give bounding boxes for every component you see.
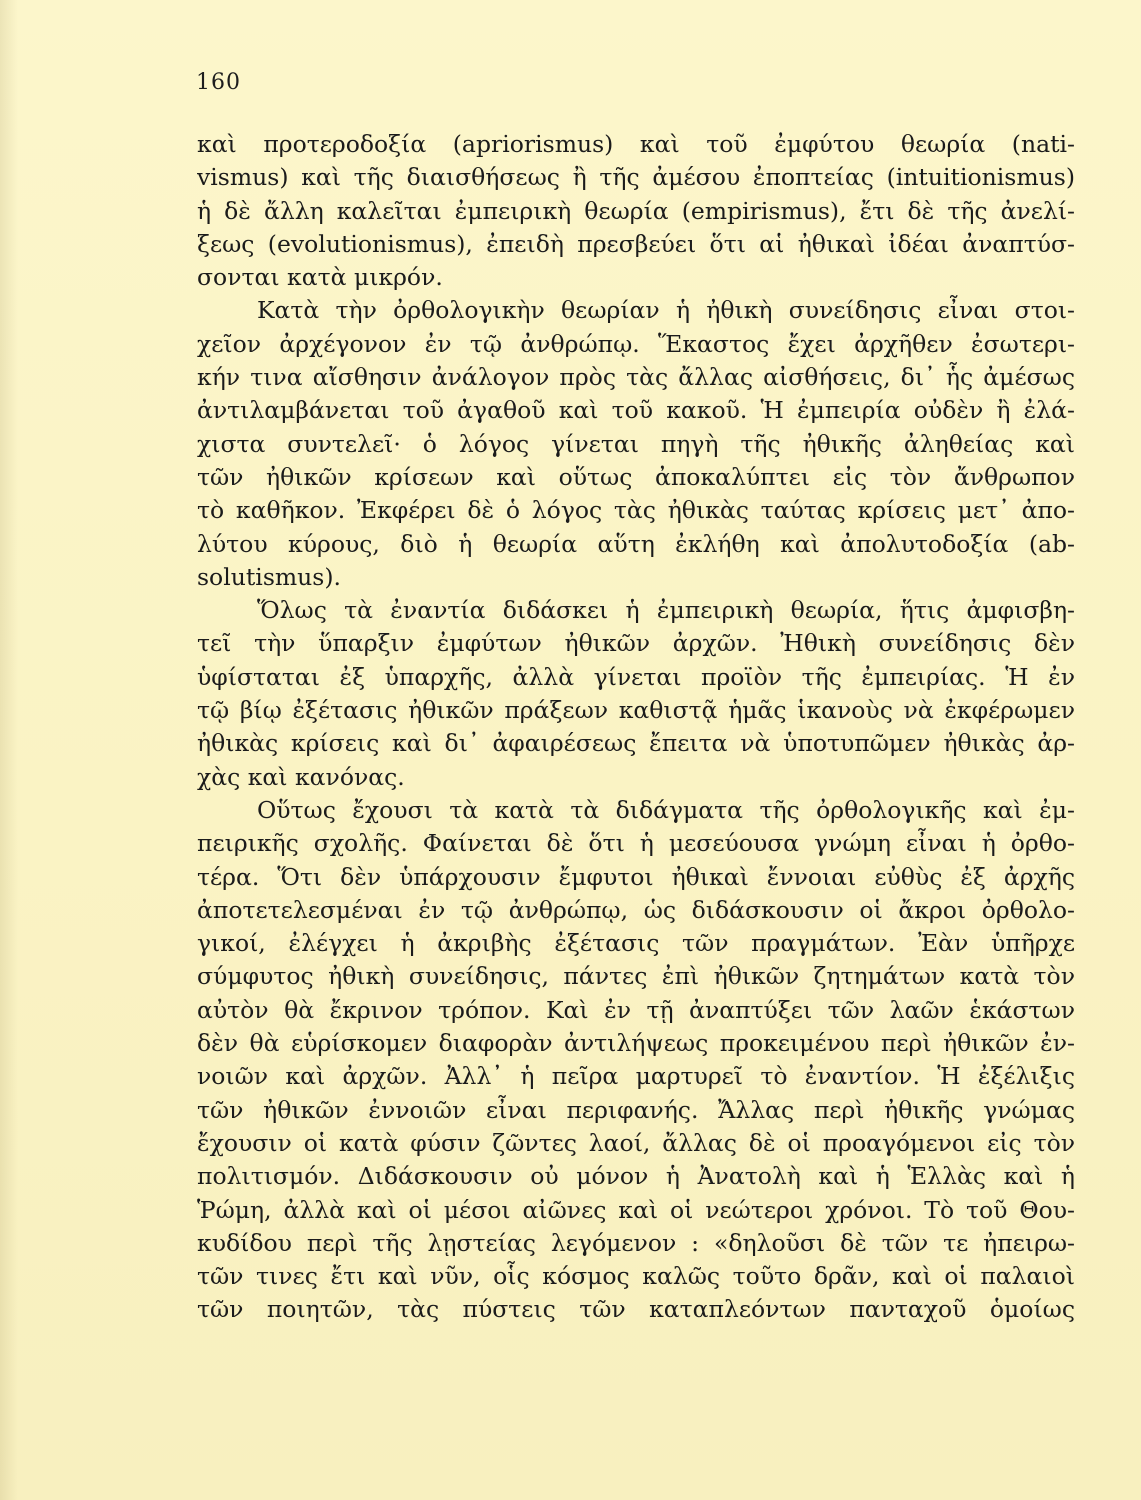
text-line: τῶν ἠθικῶν ἐννοιῶν εἶναι περιφανής. Ἄλλας περὶ ἠθικῆς γνώμας (197, 1095, 1075, 1124)
text-line: solutismus). (197, 562, 341, 591)
text-line: δὲν θὰ εὑρίσκομεν διαφορὰν ἀντιλήψεως προκειμένου περὶ ἠθικῶν ἐν- (197, 1029, 1075, 1058)
text-line: τῶν ποιητῶν, τὰς πύστεις τῶν καταπλεόντων πανταχοῦ ὁμοίως (197, 1295, 1075, 1324)
text-line: ἀντιλαμβάνεται τοῦ ἀγαθοῦ καὶ τοῦ κακοῦ. Ἡ ἐμπειρία οὐδὲν ἢ ἐλά- (197, 396, 1075, 425)
text-line: τὸ καθῆκον. Ἐκφέρει δὲ ὁ λόγος τὰς ἠθικὰς ταύτας κρίσεις μετ᾽ ἀπο- (197, 496, 1075, 525)
text-line: Ῥώμη, ἀλλὰ καὶ οἱ μέσοι αἰῶνες καὶ οἱ νεώτεροι χρόνοι. Τὸ τοῦ Θου- (197, 1195, 1075, 1224)
text-line: λύτου κύρους, διὸ ἡ θεωρία αὕτη ἐκλήθη καὶ ἀπολυτοδοξία (ab- (197, 529, 1075, 558)
text-line: χιστα συντελεῖ· ὁ λόγος γίνεται πηγὴ τῆς ἠθικῆς ἀληθείας καὶ (197, 429, 1075, 458)
text-line: vismus) καὶ τῆς διαισθήσεως ἢ τῆς ἀμέσου ἐποπτείας (intuitionismus) (197, 163, 1075, 192)
text-line: ξεως (evolutionismus), ἐπειδὴ πρεσβεύει ὅτι αἱ ἠθικαὶ ἰδέαι ἀναπτύσ- (197, 229, 1075, 258)
text-line: ὑφίσταται ἐξ ὑπαρχῆς, ἀλλὰ γίνεται προϊὸν τῆς ἐμπειρίας. Ἡ ἐν (197, 662, 1075, 691)
text-line: τεῖ τὴν ὕπαρξιν ἐμφύτων ἠθικῶν ἀρχῶν. Ἠθικὴ συνείδησις δὲν (197, 629, 1075, 658)
text-line: κυδίδου περὶ τῆς λῃστείας λεγόμενον : «δηλοῦσι δὲ τῶν τε ἠπειρω- (197, 1228, 1075, 1257)
text-line: ἀποτετελεσμέναι ἐν τῷ ἀνθρώπῳ, ὡς διδάσκουσιν οἱ ἄκροι ὀρθολο- (197, 895, 1075, 924)
text-line: καὶ προτεροδοξία (apriorismus) καὶ τοῦ ἐμφύτου θεωρία (nati- (197, 130, 1075, 158)
text-line: τῶν τινες ἔτι καὶ νῦν, οἷς κόσμος καλῶς τοῦτο δρᾶν, καὶ οἱ παλαιοὶ (197, 1262, 1075, 1291)
text-line: ἡ δὲ ἄλλη καλεῖται ἐμπειρικὴ θεωρία (empirismus), ἔτι δὲ τῆς ἀνελί- (197, 196, 1075, 225)
text-line: Κατὰ τὴν ὀρθολογικὴν θεωρίαν ἡ ἠθικὴ συνείδησις εἶναι στοι- (257, 296, 1075, 325)
body-text (197, 128, 1075, 1327)
text-line: τῷ βίῳ ἐξέτασις ἠθικῶν πράξεων καθιστᾷ ἡμᾶς ἱκανοὺς νὰ ἐκφέρωμεν (197, 696, 1075, 725)
text-line: τῶν ἠθικῶν κρίσεων καὶ οὕτως ἀποκαλύπτει εἰς τὸν ἄνθρωπον (197, 462, 1075, 491)
text-line: νοιῶν καὶ ἀρχῶν. Ἀλλ᾽ ἡ πεῖρα μαρτυρεῖ τὸ ἐναντίον. Ἡ ἐξέλιξις (197, 1062, 1075, 1091)
page-edge-shadow (0, 0, 18, 1500)
text-line: ἠθικὰς κρίσεις καὶ δι᾽ ἀφαιρέσεως ἔπειτα νὰ ὑποτυπῶμεν ἠθικὰς ἀρ- (197, 729, 1075, 758)
text-line: Ὅλως τὰ ἐναντία διδάσκει ἡ ἐμπειρικὴ θεωρία, ἥτις ἀμφισβη- (257, 596, 1075, 625)
text-line: χὰς καὶ κανόνας. (197, 762, 405, 791)
text-line: ἔχουσιν οἱ κατὰ φύσιν ζῶντες λαοί, ἄλλας δὲ οἱ προαγόμενοι εἰς τὸν (197, 1128, 1075, 1157)
text-line: Οὕτως ἔχουσι τὰ κατὰ τὰ διδάγματα τῆς ὀρθολογικῆς καὶ ἐμ- (257, 795, 1075, 824)
text-line: σύμφυτος ἠθικὴ συνείδησις, πάντες ἐπὶ ἠθικῶν ζητημάτων κατὰ τὸν (197, 962, 1075, 991)
text-line: σονται κατὰ μικρόν. (197, 263, 443, 292)
text-line: πολιτισμόν. Διδάσκουσιν οὐ μόνον ἡ Ἀνατολὴ καὶ ἡ Ἑλλὰς καὶ ἡ (197, 1162, 1075, 1191)
text-line: τέρα. Ὅτι δὲν ὑπάρχουσιν ἔμφυτοι ἠθικαὶ ἔννοιαι εὐθὺς ἐξ ἀρχῆς (197, 862, 1075, 891)
text-line: κήν τινα αἴσθησιν ἀνάλογον πρὸς τὰς ἄλλας αἰσθήσεις, δι᾽ ἧς ἀμέσως (197, 363, 1075, 392)
page-number: 160 (196, 70, 241, 95)
text-line: αὐτὸν θὰ ἔκρινον τρόπον. Καὶ ἐν τῇ ἀναπτύξει τῶν λαῶν ἑκάστων (197, 995, 1075, 1024)
text-line: πειρικῆς σχολῆς. Φαίνεται δὲ ὅτι ἡ μεσεύουσα γνώμη εἶναι ἡ ὀρθο- (197, 829, 1075, 858)
text-line: χεῖον ἀρχέγονον ἐν τῷ ἀνθρώπῳ. Ἕκαστος ἔχει ἀρχῆθεν ἐσωτερι- (197, 329, 1075, 358)
text-line: γικοί, ἐλέγχει ἡ ἀκριβὴς ἐξέτασις τῶν πραγμάτων. Ἐὰν ὑπῆρχε (197, 929, 1075, 958)
